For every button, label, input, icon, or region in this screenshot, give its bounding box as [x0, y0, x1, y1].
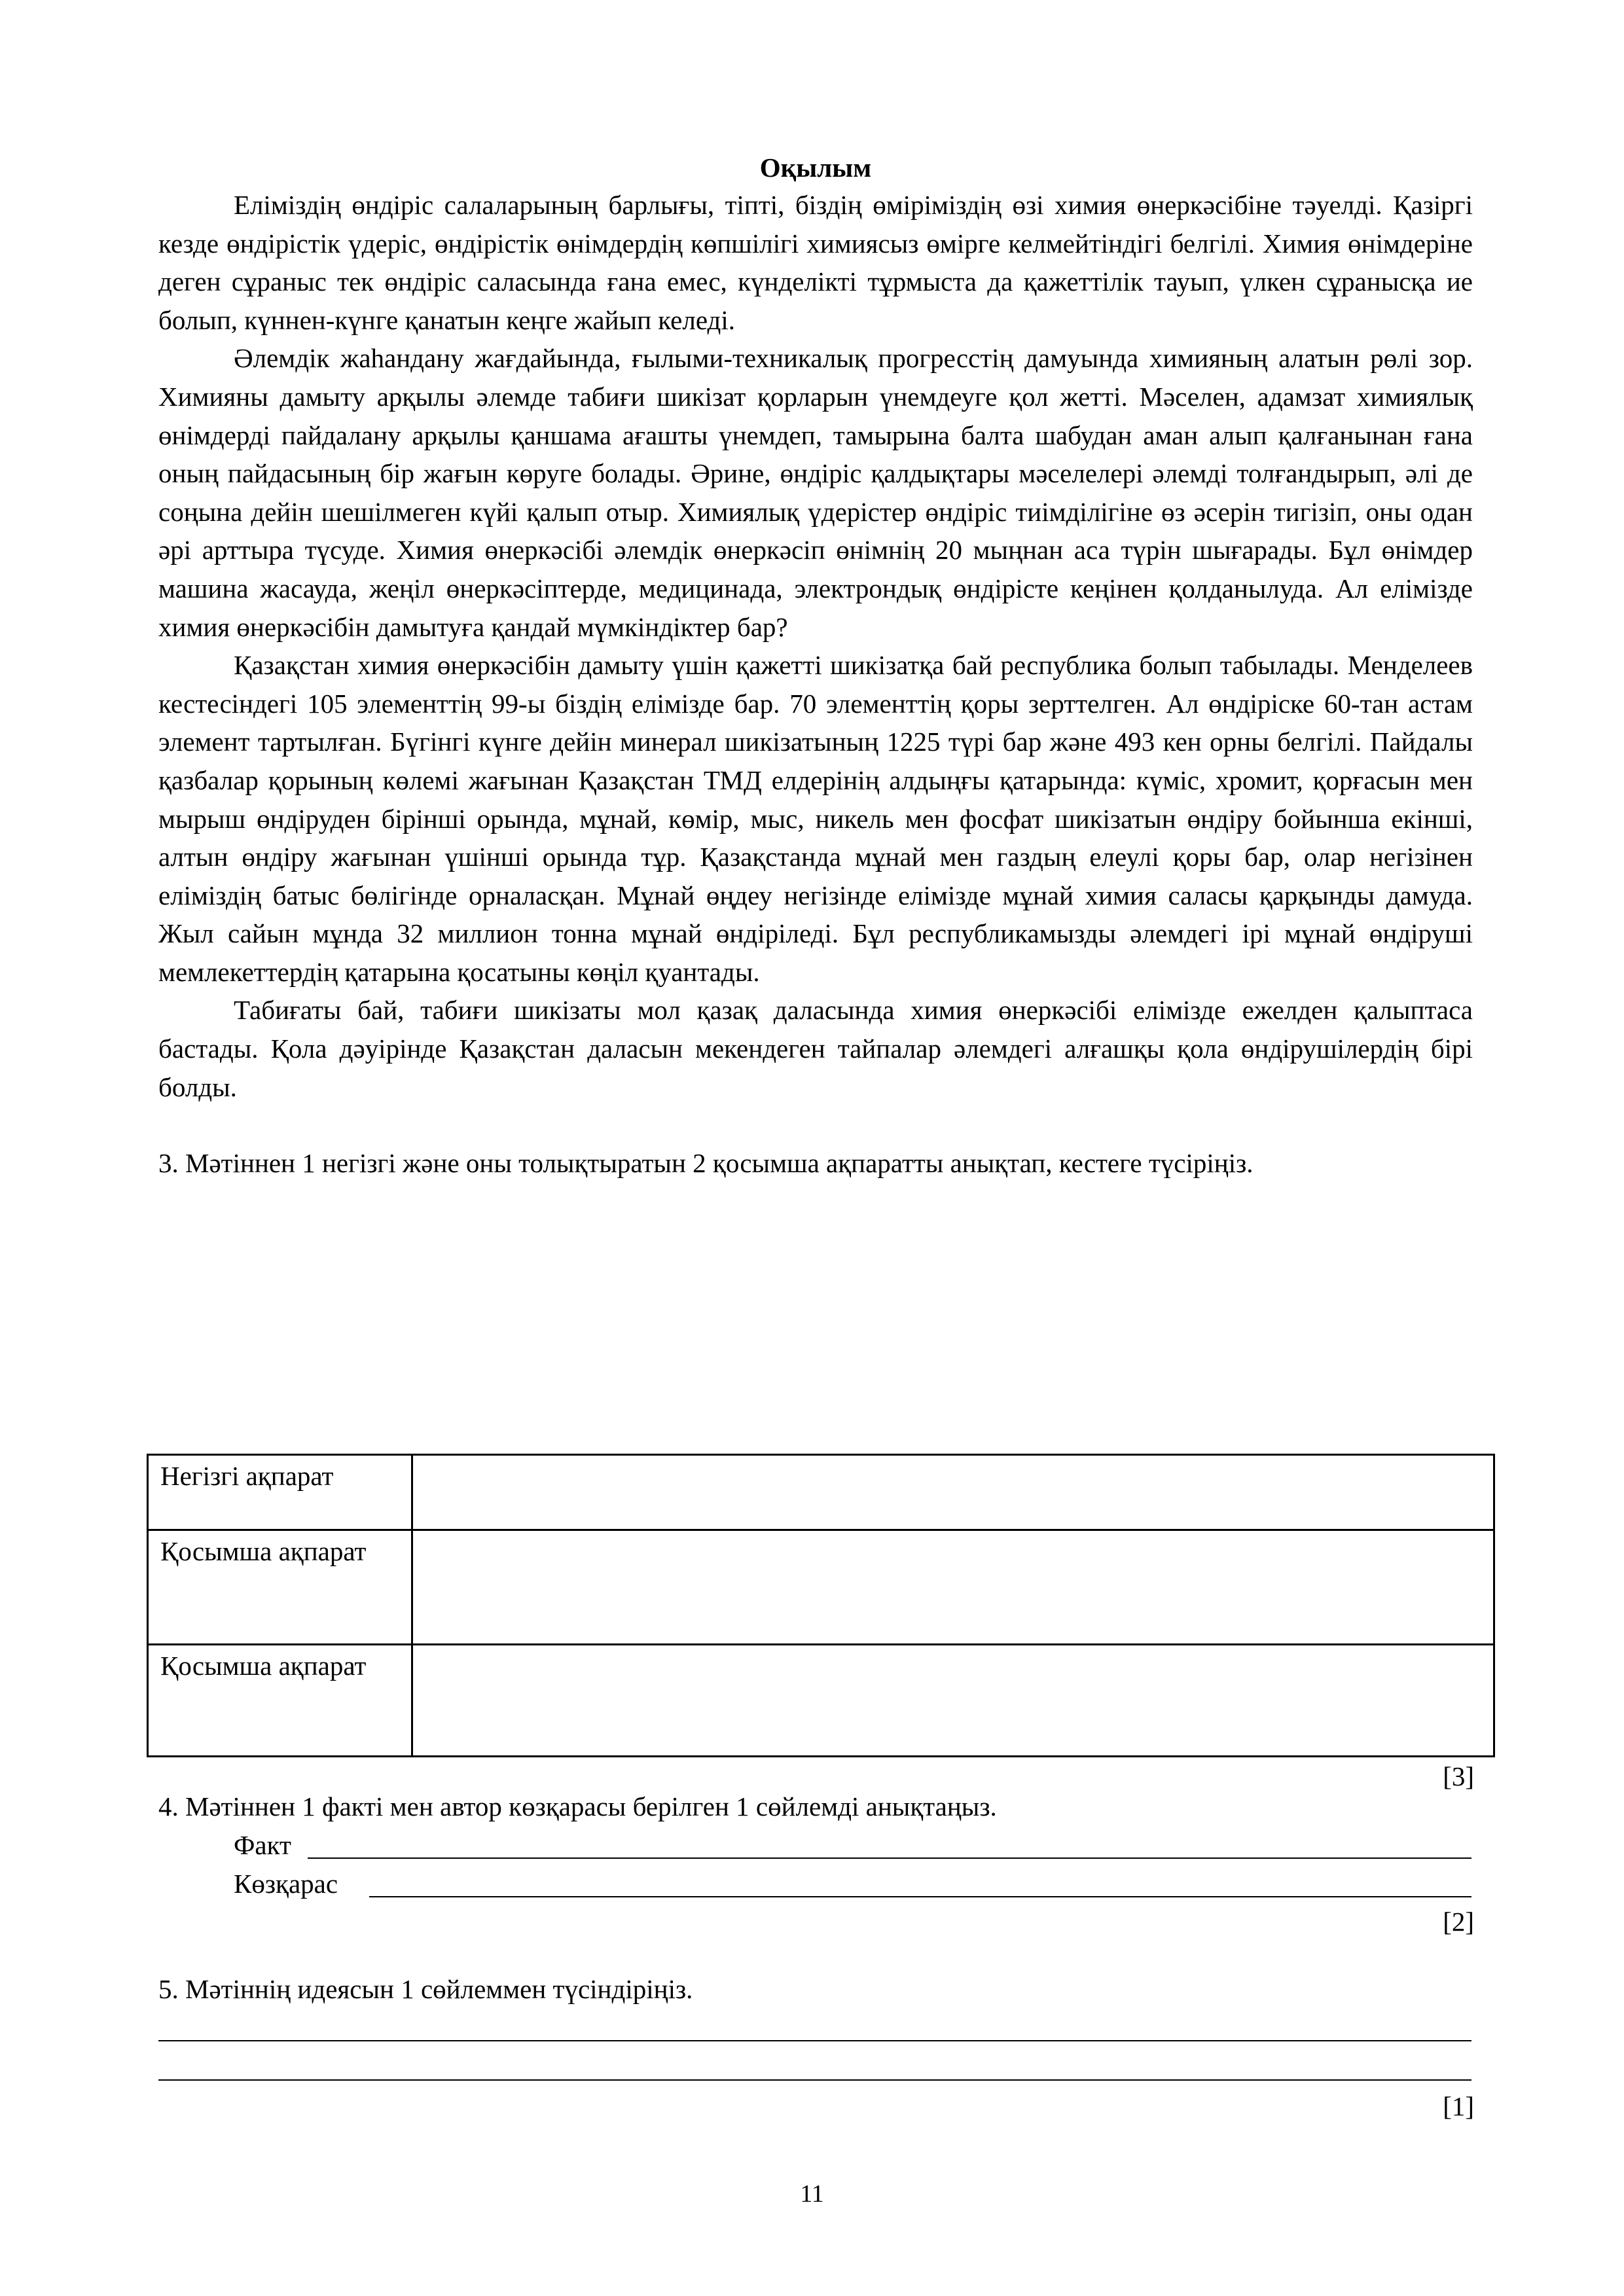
answer-cell-main-info[interactable] — [412, 1455, 1494, 1530]
reading-title: Оқылым — [759, 152, 872, 183]
idea-answer-line-2[interactable] — [158, 2079, 1471, 2081]
row-label-extra-info-1: Қосымша ақпарат — [148, 1530, 412, 1645]
viewpoint-answer-line[interactable] — [369, 1896, 1471, 1897]
question-5-score: [1] — [1443, 2091, 1474, 2121]
question-4-score: [2] — [1443, 1907, 1474, 1937]
fact-answer-line[interactable] — [308, 1857, 1471, 1859]
answer-cell-extra-info-2[interactable] — [412, 1645, 1494, 1757]
table-row — [148, 1455, 1494, 1530]
question-3-text: 3. Мәтіннен 1 негізгі және оны толықтыратын 2 қосымша ақпаратты анықтап, кестеге түсіріңіз. — [158, 1148, 1254, 1179]
answer-cell-extra-info-1[interactable] — [412, 1530, 1494, 1645]
page-number: 11 — [800, 2180, 824, 2208]
table-row — [148, 1645, 1494, 1757]
question-5-text: 5. Мәтіннің идеясын 1 сөйлеммен түсіндіріңіз. — [158, 1974, 693, 2004]
paragraph-1: Еліміздің өндіріс салаларының барлығы, тіпті, біздің өміріміздің өзі химия өнеркәсібіне тәуелді. Қазіргі кезде өндірістік үдеріс, өндірістік өнімдердің көпшілігі химиясыз өмірге келмейтіндігі белгілі. Химия өнімдеріне деген сұраныс тек өндіріс саласында ғана емес, күнделікті тұрмыста да қажеттілік тауып, үлкен сұранысқа ие болып, күннен-күнге қанатын кеңге жайып келеді. — [158, 190, 1473, 335]
page-content — [158, 149, 1474, 2121]
idea-answer-line-1[interactable] — [158, 2040, 1471, 2041]
fact-label: Факт — [234, 1830, 291, 1860]
paragraph-4: Табиғаты бай, табиғи шикізаты мол қазақ даласында химия өнеркәсібі елімізде ежелден қалыптаса бастады. Қола дәуірінде Қазақстан даласын мекендеген тайпалар әлемдегі алғашқы қола өндірушілердің бірі болды. — [158, 995, 1473, 1102]
row-label-extra-info-2: Қосымша ақпарат — [148, 1645, 412, 1757]
info-table — [147, 1454, 1495, 1757]
row-label-main-info: Негізгі ақпарат — [148, 1455, 412, 1530]
table-row — [148, 1530, 1494, 1645]
question-3-score: [3] — [1443, 1761, 1474, 1791]
question-4-text: 4. Мәтіннен 1 факті мен автор көзқарасы берілген 1 сөйлемді анықтаңыз. — [158, 1791, 997, 1821]
paragraph-3: Қазақстан химия өнеркәсібін дамыту үшін қажетті шикізатқа бай республика болып табылады. Менделеев кестесіндегі 105 элементтің 99-ы біздің елімізде бар. 70 элементтің қоры зерттелген. Ал өндіріске 60-тан астам элемент тартылған. Бүгінгі күнге дейін минерал шикізатының 1225 түрі бар және 493 кен орны белгілі. Пайдалы қазбалар қорының көлемі жағынан Қазақстан ТМД елдерінің алдыңғы қатарында: күміс, хромит, қорғасын мен мырыш өндіруден бірінші орында, мұнай, көмір, мыс, никель мен фосфат шикізатын өндіру бойынша екінші, алтын өндіру жағынан үшінші орында тұр. Қазақстанда мұнай мен газдың елеулі қоры бар, олар негізінен еліміздің батыс бөлігінде орналасқан. Мұнай өңдеу негізінде елімізде мұнай химия саласы қарқынды дамуда. Жыл сайын мұнда 32 миллион тонна мұнай өндіріледі. Бұл республикамызды әлемдегі ірі мұнай өндіруші мемлекеттердің қатарына қосатыны көңіл қуантады. — [158, 650, 1473, 987]
paragraph-2: Әлемдік жаһандану жағдайында, ғылыми-техникалық прогресстің дамуында химияның алатын рөлі зор. Химияны дамыту арқылы әлемде табиғи шикізат қорларын үнемдеуге қол жетті. Мәселен, адамзат химиялық өнімдерді пайдалану арқылы қаншама ағашты үнемдеп, тамырына балта шабудан аман алып қалғанынан ғана оның пайдасының бір жағын көруге болады. Әрине, өндіріс қалдықтары мәселелері әлемді толғандырып, әлі де соңына дейін шешілмеген күйі қалып отыр. Химиялық үдерістер өндіріс тиімділігіне өз әсерін тигізіп, оны одан әрі арттыра түсуде. Химия өнеркәсібі әлемдік өнеркәсіп өнімнің 20 мыңнан аса түрін шығарады. Бұл өнімдер машина жасауда, жеңіл өнеркәсіптерде, медицинада, электрондық өндірісте кеңінен қолданылуда. Ал елімізде химия өнеркәсібін дамытуға қандай мүмкіндіктер бар? — [158, 343, 1473, 642]
viewpoint-label: Көзқарас — [234, 1869, 338, 1899]
